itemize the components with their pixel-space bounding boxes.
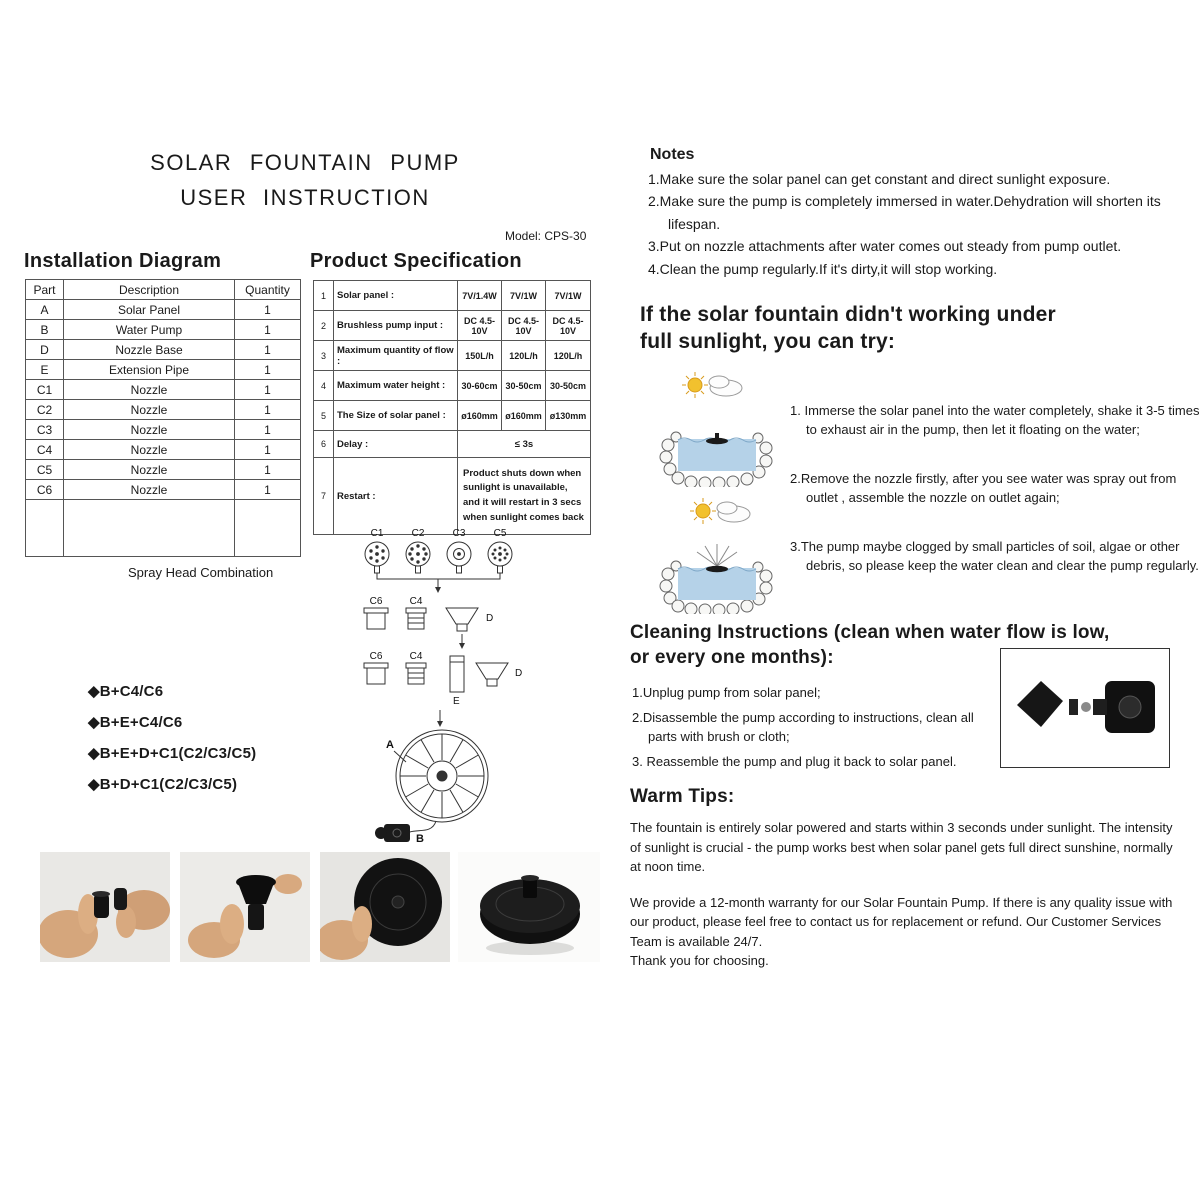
table-row: A Solar Panel 1 <box>26 300 301 320</box>
pump-inlet <box>1093 699 1107 715</box>
pump-parts-image <box>1000 648 1170 768</box>
note-item: 2.Make sure the pump is completely immersed in water.Dehydration will shorten its lifespan. <box>648 193 1161 232</box>
troubleshooting-item: 1. Immerse the solar panel into the water completely, shake it 3-5 times to exhaust air in the pump, then let it floating on the water; <box>790 403 1200 437</box>
sun-icon <box>682 372 708 398</box>
table-row-empty <box>26 500 301 557</box>
combination-item: ◆B+E+D+C1(C2/C3/C5) <box>88 745 257 762</box>
diagram-label-e: E <box>453 696 460 707</box>
photo-hands-small-nozzles <box>40 852 170 962</box>
table-row: C1 Nozzle 1 <box>26 380 301 400</box>
photo-hands-small-nozzles-image <box>40 852 170 962</box>
sun-icon <box>690 498 716 524</box>
nozzle-part-c6 <box>364 663 388 684</box>
spray-head-diagram <box>350 526 545 856</box>
pond-illustration-1 <box>658 413 776 487</box>
spec-row-delay: 6 Delay : ≤ 3s <box>314 431 591 458</box>
table-row: C3 Nozzle 1 <box>26 420 301 440</box>
photo-hand-solar-disc <box>320 852 450 962</box>
diagram-label-c4: C4 <box>409 651 423 662</box>
spec-row: 5 The Size of solar panel : ø160mm ø160mm ø130mm <box>314 401 591 431</box>
solar-fountain-disc <box>396 730 488 822</box>
cloud-icon <box>709 376 742 396</box>
impeller-part <box>1081 702 1091 712</box>
troubleshooting-heading <box>640 301 1180 356</box>
table-row: C4 Nozzle 1 <box>26 440 301 460</box>
spray-head-combination-label: Spray Head Combination <box>128 565 274 580</box>
diagram-label-c2: C2 <box>411 528 425 539</box>
pond-illustration-2 <box>658 538 776 614</box>
cleaning-item: 2.Disassemble the pump according to instructions, clean all parts with brush or cloth; <box>632 709 974 744</box>
spec-row-restart: 7 Restart : Product shuts down when sunlight is unavailable, and it will restart in 3 secs when sunlight comes back <box>314 458 591 535</box>
arrow-down-icon <box>437 721 443 727</box>
pump-shaft-part <box>1069 699 1078 715</box>
warm-tips-body <box>630 818 1178 987</box>
pump-cover-part <box>1017 681 1063 727</box>
diagram-label-d: D <box>486 613 494 624</box>
table-row: C5 Nozzle 1 <box>26 460 301 480</box>
spec-row: 4 Maximum water height : 30-60cm 30-50cm 30-50cm <box>314 371 591 401</box>
combination-item: ◆B+D+C1(C2/C3/C5) <box>88 776 238 793</box>
col-header-quantity: Quantity <box>235 280 301 300</box>
warm-tips-thanks: Thank you for choosing. <box>630 953 769 968</box>
cleaning-heading-line2: or every one months): <box>630 646 834 668</box>
col-header-part: Part <box>26 280 64 300</box>
nozzle-head-c5 <box>488 542 512 573</box>
installation-table <box>25 279 301 557</box>
combination-item: ◆B+E+C4/C6 <box>88 714 183 731</box>
cleaning-list <box>632 684 992 777</box>
photo-hands-trumpet-nozzle-image <box>180 852 310 962</box>
troubleshooting-item: 3.The pump maybe clogged by small particles of soil, algae or other debris, so please keep the water clean and clear the pump regularly. <box>790 539 1199 573</box>
troubleshooting-heading-line2: full sunlight, you can try: <box>640 330 896 354</box>
pump-parts-drawing <box>1001 649 1167 765</box>
spec-row: 3 Maximum quantity of flow : 150L/h 120L/h 120L/h <box>314 341 591 371</box>
nozzle-part-c4 <box>406 663 426 684</box>
photo-fountain-product-image <box>458 852 600 962</box>
pond-water <box>678 568 756 600</box>
fountain-spray <box>697 544 737 566</box>
sun-cloud-illustration-2 <box>688 494 754 530</box>
sun-cloud-illustration-1 <box>680 368 746 404</box>
nozzle-head-c1 <box>365 542 389 573</box>
warm-tips-paragraph: We provide a 12-month warranty for our Solar Fountain Pump. If there is any quality issue with our product, please feel free to contact us for replacement or refund. Our Customer Services Team is available 24/7. <box>630 894 1173 949</box>
cleaning-heading-line1: Cleaning Instructions (clean when water flow is low, <box>630 622 1110 643</box>
title-line-1: SOLAR FOUNTAIN PUMP <box>150 150 460 175</box>
diagram-label-c5: C5 <box>493 528 507 539</box>
notes-list <box>648 168 1193 280</box>
installation-heading: Installation Diagram <box>24 250 222 272</box>
table-row: C6 Nozzle 1 <box>26 480 301 500</box>
note-item: 1.Make sure the solar panel can get constant and direct sunlight exposure. <box>648 171 1111 187</box>
warm-tips-heading: Warm Tips: <box>630 786 735 807</box>
cleaning-item: 1.Unplug pump from solar panel; <box>632 685 821 700</box>
combination-list <box>88 682 256 806</box>
diagram-label-c1: C1 <box>370 528 384 539</box>
notes-heading: Notes <box>650 146 695 163</box>
warm-tips-paragraph: The fountain is entirely solar powered and starts within 3 seconds under sunlight. The intensity of sunlight is crucial - the pump works best when solar panel gets full direct sunshine, normally at noon time. <box>630 820 1173 874</box>
nozzle-part-c4 <box>406 608 426 629</box>
diagram-bracket <box>377 573 500 579</box>
water-pump-b <box>375 824 410 842</box>
label-leader-line <box>394 751 406 762</box>
diagram-label-a: A <box>386 739 394 751</box>
table-row: C2 Nozzle 1 <box>26 400 301 420</box>
floating-fountain <box>706 566 728 572</box>
table-row: B Water Pump 1 <box>26 320 301 340</box>
table-row: E Extension Pipe 1 <box>26 360 301 380</box>
arrow-down-icon <box>459 643 465 649</box>
specification-table <box>313 280 591 535</box>
cloud-icon <box>717 502 750 522</box>
diagram-label-c4: C4 <box>409 596 423 607</box>
model-number: Model: CPS-30 <box>505 229 587 243</box>
diagram-label-c6: C6 <box>369 651 383 662</box>
spec-row: 1 Solar panel : 7V/1.4W 7V/1W 7V/1W <box>314 281 591 311</box>
pump-body-ring <box>1119 696 1141 718</box>
photo-fountain-product <box>458 852 600 962</box>
pump-cable <box>410 821 436 832</box>
extension-pipe-e <box>450 656 464 692</box>
page-title <box>130 150 480 211</box>
note-item: 4.Clean the pump regularly.If it's dirty,it will stop working. <box>648 260 998 277</box>
diagram-label-b: B <box>416 833 424 845</box>
table-row: D Nozzle Base 1 <box>26 340 301 360</box>
title-line-2: USER INSTRUCTION <box>180 185 430 210</box>
nozzle-part-d <box>446 608 478 631</box>
troubleshooting-heading-line1: If the solar fountain didn't working under <box>640 303 1056 326</box>
combination-item: ◆B+C4/C6 <box>88 683 164 700</box>
diagram-label-c3: C3 <box>452 528 466 539</box>
nozzle-head-c3 <box>447 542 471 573</box>
installation-header-row <box>26 280 301 300</box>
photo-hand-solar-disc-image <box>320 852 450 962</box>
photo-hands-trumpet-nozzle <box>180 852 310 962</box>
floating-fountain <box>706 433 728 444</box>
diagram-label-d: D <box>515 668 523 679</box>
cleaning-item: 3. Reassemble the pump and plug it back to solar panel. <box>632 753 957 769</box>
troubleshooting-item: 2.Remove the nozzle firstly, after you see water was spray out from outlet , assemble the nozzle on outlet again; <box>790 471 1177 505</box>
specification-heading: Product Specification <box>310 250 522 272</box>
spec-row: 2 Brushless pump input : DC 4.5-10V DC 4.5-10V DC 4.5-10V <box>314 311 591 341</box>
diagram-label-c6: C6 <box>369 596 383 607</box>
note-item: 3.Put on nozzle attachments after water comes out steady from pump outlet. <box>648 238 1122 255</box>
col-header-description: Description <box>64 280 235 300</box>
nozzle-part-d <box>476 663 508 686</box>
nozzle-head-c2 <box>406 542 430 573</box>
arrow-down-icon <box>435 587 441 593</box>
nozzle-part-c6 <box>364 608 388 629</box>
